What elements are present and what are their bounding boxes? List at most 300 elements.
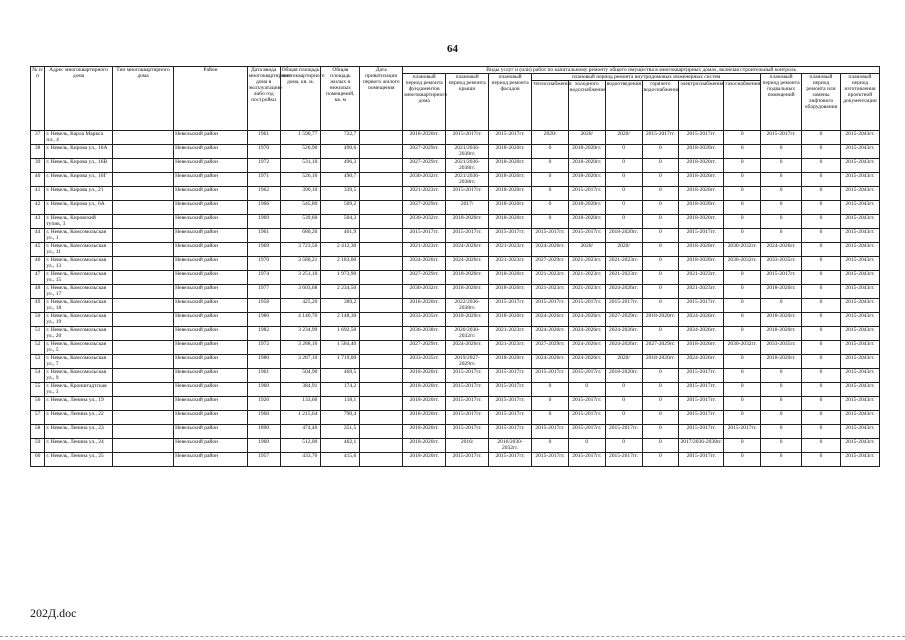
cell-priv-date [360, 439, 403, 453]
cell-type [112, 159, 173, 173]
cell-priv-date [360, 327, 403, 341]
cell-gas: 2030-2032гг. [724, 243, 761, 257]
cell-heat: 0 [532, 439, 569, 453]
cell-roof: 2024-2026гг. [446, 257, 489, 271]
cell-cold-water: 2018-2020гг. [568, 215, 605, 229]
cell-heat: 0 [532, 201, 569, 215]
cell-priv-date [360, 397, 403, 411]
cell-heat: 0 [532, 383, 569, 397]
cell-area-res: 496,3 [321, 159, 360, 173]
table-row [31, 397, 880, 411]
cell-facade: 2018-2020гг. [489, 215, 532, 229]
cell-electro: 2015-2017гг. [679, 397, 724, 411]
cell-facade: 2018-2020гг. [489, 355, 532, 369]
header-priv-date: Дата приватизации первого жилого помещения [360, 67, 403, 131]
cell-basement: 0 [761, 173, 802, 187]
cell-priv-date [360, 285, 403, 299]
cell-address: г. Невель, Ленина ул., 25 [45, 453, 112, 467]
cell-address: г. Невель, Кирова ул., 6А [45, 201, 112, 215]
cell-facade: 2018-2020гг. [489, 201, 532, 215]
table-row [31, 285, 880, 299]
cell-fund: 2018-2020гг. [403, 411, 446, 425]
cell-type [112, 327, 173, 341]
cell-electro: 2018-2020гг. [679, 257, 724, 271]
cell-district: Невельский район [174, 327, 248, 341]
cell-heat: 0 [532, 397, 569, 411]
cell-basement: 0 [761, 145, 802, 159]
cell-design: 2015-2043гг. [840, 411, 879, 425]
cell-gas: 0 [724, 453, 761, 467]
cell-facade: 2015-2017гг. [489, 369, 532, 383]
cell-type [112, 201, 173, 215]
cell-roof: 2015-2017гг. [446, 397, 489, 411]
cell-address: г. Невель, Ленина ул., 24 [45, 439, 112, 453]
cell-lift: 0 [802, 271, 841, 285]
cell-roof: 2022/2036-2038гг. [446, 299, 489, 313]
cell-type [112, 257, 173, 271]
cell-address: г. Невель, Комсомольская ул., 20 [45, 327, 112, 341]
cell-drain: 0 [605, 383, 642, 397]
header-num: № п/п [31, 67, 45, 131]
cell-type [112, 243, 173, 257]
cell-area-res: 490,7 [321, 173, 360, 187]
cell-drain: 2018-2020гг. [605, 369, 642, 383]
cell-type [112, 229, 173, 243]
cell-lift: 0 [802, 159, 841, 173]
cell-district: Невельский район [174, 145, 248, 159]
cell-basement: 0 [761, 425, 802, 439]
cell-electro: 2015-2017гг. [679, 299, 724, 313]
header-facade: плановый период ремонта фасадов [489, 74, 532, 131]
cell-year: 1890 [247, 425, 280, 439]
cell-priv-date [360, 145, 403, 159]
cell-priv-date [360, 355, 403, 369]
cell-hot-water: 2027-2029гг. [642, 341, 679, 355]
cell-fund: 2015-2017гг. [403, 229, 446, 243]
cell-gas: 0 [724, 327, 761, 341]
cell-roof: 2015-2017гг. [446, 187, 489, 201]
cell-year: 1972 [247, 341, 280, 355]
header-hot-water: горячего водоснабжения [642, 81, 679, 131]
capital-repair-table-sheet [30, 66, 880, 467]
cell-fund: 2018-2020гг. [403, 425, 446, 439]
cell-design: 2015-2043гг. [840, 173, 879, 187]
cell-type [112, 355, 173, 369]
cell-type [112, 299, 173, 313]
cell-num: 37 [31, 131, 45, 145]
cell-facade: 2015-2017гг. [489, 131, 532, 145]
cell-cold-water: 2018-2020гг. [568, 159, 605, 173]
cell-fund: 2027-2029гг. [403, 159, 446, 173]
cell-area-res: 2 183,00 [321, 257, 360, 271]
cell-fund: 2018-2020гг. [403, 397, 446, 411]
cell-cold-water: 2021-2023гг. [568, 285, 605, 299]
cell-lift: 0 [802, 187, 841, 201]
table-row [31, 369, 880, 383]
cell-roof: 2021/2036-2038гг. [446, 145, 489, 159]
cell-type [112, 425, 173, 439]
cell-num: 49 [31, 299, 45, 313]
cell-drain: 2021-2023гг. [605, 257, 642, 271]
cell-gas: 2030-2032гг. [724, 257, 761, 271]
cell-electro: 2024-2026гг. [679, 327, 724, 341]
cell-area-total: 4 146,70 [280, 313, 321, 327]
cell-roof: 2020/2030-2032гг. [446, 327, 489, 341]
cell-design: 2015-2043гг. [840, 355, 879, 369]
cell-basement: 2033-2035гг. [761, 257, 802, 271]
cell-basement: 0 [761, 201, 802, 215]
cell-roof: 2019/2027-2029гг. [446, 355, 489, 369]
cell-basement: 0 [761, 187, 802, 201]
cell-year: 1962 [247, 187, 280, 201]
cell-priv-date [360, 411, 403, 425]
cell-basement: 0 [761, 453, 802, 467]
cell-lift: 0 [802, 173, 841, 187]
cell-hot-water: 0 [642, 145, 679, 159]
cell-fund: 2027-2029гг. [403, 271, 446, 285]
cell-area-total: 1 590,77 [280, 131, 321, 145]
cell-priv-date [360, 173, 403, 187]
cell-lift: 0 [802, 341, 841, 355]
cell-area-total: 3 251,10 [280, 271, 321, 285]
cell-basement: 2015-2017гг. [761, 131, 802, 145]
cell-heat: 2027-2029гг. [532, 341, 569, 355]
cell-hot-water: 0 [642, 159, 679, 173]
cell-hot-water: 0 [642, 299, 679, 313]
cell-area-total: 474,40 [280, 425, 321, 439]
cell-design: 2015-2043гг. [840, 299, 879, 313]
cell-drain: 0 [605, 411, 642, 425]
cell-lift: 0 [802, 313, 841, 327]
cell-facade: 2015-2017гг. [489, 383, 532, 397]
cell-address: г. Невель, Комсомольская ул., 19 [45, 313, 112, 327]
cell-priv-date [360, 257, 403, 271]
cell-hot-water: 0 [642, 383, 679, 397]
cell-drain: 0 [605, 159, 642, 173]
cell-facade: 2018-2020гг. [489, 159, 532, 173]
cell-num: 55 [31, 383, 45, 397]
cell-design: 2015-2043гг. [840, 453, 879, 467]
cell-electro: 2024-2026гг. [679, 355, 724, 369]
cell-cold-water: 2015-2017гг. [568, 299, 605, 313]
cell-basement: 2018-2020гг. [761, 327, 802, 341]
cell-district: Невельский район [174, 173, 248, 187]
cell-basement: 2033-2035гг. [761, 341, 802, 355]
cell-fund: 2021-2023гг. [403, 243, 446, 257]
cell-gas: 0 [724, 145, 761, 159]
cell-heat: 2015-2017гг. [532, 369, 569, 383]
cell-area-total: 133,60 [280, 397, 321, 411]
cell-gas: 0 [724, 397, 761, 411]
cell-electro: 2021-2023гг. [679, 285, 724, 299]
cell-lift: 0 [802, 383, 841, 397]
cell-hot-water: 0 [642, 411, 679, 425]
footer-filename: 202Д.doc [30, 606, 77, 620]
cell-year: 1966 [247, 201, 280, 215]
cell-address: г. Невель, Комсомольская ул., 7 [45, 355, 112, 369]
cell-area-total: 531,10 [280, 159, 321, 173]
header-fund: плановый период ремонта фундаментов многоквартирного дома [403, 74, 446, 131]
cell-lift: 0 [802, 355, 841, 369]
cell-design: 2015-2043гг. [840, 271, 879, 285]
cell-electro: 2024-2026гг. [679, 313, 724, 327]
cell-year: 1970 [247, 257, 280, 271]
cell-area-total: 526,90 [280, 145, 321, 159]
cell-num: 57 [31, 411, 45, 425]
cell-num: 43 [31, 215, 45, 229]
cell-lift: 0 [802, 145, 841, 159]
cell-year: 1960 [247, 383, 280, 397]
cell-num: 38 [31, 145, 45, 159]
cell-district: Невельский район [174, 397, 248, 411]
cell-district: Невельский район [174, 453, 248, 467]
cell-hot-water: 0 [642, 173, 679, 187]
cell-num: 46 [31, 257, 45, 271]
cell-area-total: 539,60 [280, 215, 321, 229]
cell-roof: 2015-2017гг. [446, 453, 489, 467]
cell-cold-water: 2015-2017гг. [568, 187, 605, 201]
cell-cold-water: 2020/ [568, 243, 605, 257]
cell-fund: 2018-2020гг. [403, 299, 446, 313]
cell-type [112, 397, 173, 411]
header-heat: теплоснабжения [532, 81, 569, 131]
cell-design: 2015-2043гг. [840, 313, 879, 327]
cell-area-res: 469,5 [321, 369, 360, 383]
cell-cold-water: 2024-2026гг. [568, 327, 605, 341]
header-address: Адрес многоквартирного дома [45, 67, 112, 131]
cell-district: Невельский район [174, 411, 248, 425]
cell-year: 1969 [247, 243, 280, 257]
cell-drain: 0 [605, 215, 642, 229]
cell-area-res: 118,1 [321, 397, 360, 411]
cell-type [112, 411, 173, 425]
cell-design: 2015-2043гг. [840, 257, 879, 271]
cell-basement: 0 [761, 229, 802, 243]
cell-gas: 0 [724, 159, 761, 173]
cell-address: г. Невель, Комсомольская ул., 15 [45, 271, 112, 285]
cell-year: 1961 [247, 229, 280, 243]
cell-cold-water: 2015-2017гг. [568, 397, 605, 411]
cell-hot-water: 0 [642, 425, 679, 439]
cell-drain: 0 [605, 145, 642, 159]
cell-hot-water: 2018-2020гг. [642, 313, 679, 327]
cell-gas: 0 [724, 215, 761, 229]
cell-address: г. Невель, Комсомольская ул., 13 [45, 257, 112, 271]
cell-basement: 0 [761, 383, 802, 397]
cell-type [112, 369, 173, 383]
cell-year: 1970 [247, 145, 280, 159]
cell-drain: 0 [605, 201, 642, 215]
table-row [31, 187, 880, 201]
cell-year: 1920 [247, 397, 280, 411]
cell-drain: 0 [605, 397, 642, 411]
cell-gas: 0 [724, 131, 761, 145]
page-number: 64 [447, 43, 458, 55]
cell-design: 2015-2043гг. [840, 285, 879, 299]
cell-type [112, 145, 173, 159]
cell-area-res: 2 412,30 [321, 243, 360, 257]
header-lift: плановый период ремонта или замены лифтового оборудования [802, 74, 841, 131]
cell-heat: 2015-2017гг. [532, 425, 569, 439]
cell-roof: 2015-2017гг. [446, 369, 489, 383]
cell-area-res: 2 148,30 [321, 313, 360, 327]
cell-basement: 0 [761, 439, 802, 453]
cell-drain: 2015-2017гг. [605, 299, 642, 313]
cell-gas: 0 [724, 355, 761, 369]
cell-lift: 0 [802, 285, 841, 299]
table-row [31, 145, 880, 159]
table-row [31, 327, 880, 341]
cell-area-res: 401,9 [321, 229, 360, 243]
table-row [31, 341, 880, 355]
cell-fund: 2021-2023гг. [403, 187, 446, 201]
cell-fund: 2018-2020гг. [403, 439, 446, 453]
cell-num: 41 [31, 187, 45, 201]
cell-hot-water: 0 [642, 453, 679, 467]
cell-cold-water: 2020/ [568, 131, 605, 145]
cell-district: Невельский район [174, 439, 248, 453]
cell-roof: 2016/ [446, 439, 489, 453]
cell-facade: 2015-2017гг. [489, 453, 532, 467]
cell-district: Невельский район [174, 229, 248, 243]
cell-num: 47 [31, 271, 45, 285]
cell-lift: 0 [802, 131, 841, 145]
cell-cold-water: 2015-2017гг. [568, 453, 605, 467]
cell-heat: 2024-2026гг. [532, 313, 569, 327]
table-row [31, 355, 880, 369]
cell-drain: 2015-2017гг. [605, 425, 642, 439]
cell-district: Невельский район [174, 285, 248, 299]
cell-facade: 2018-2020гг. [489, 187, 532, 201]
cell-area-res: 1 692,50 [321, 327, 360, 341]
header-design: плановый период изготовления проектной документации [840, 74, 879, 131]
cell-lift: 0 [802, 229, 841, 243]
cell-drain: 2018-2020гг. [605, 229, 642, 243]
cell-fund: 2030-2032гг. [403, 285, 446, 299]
cell-fund: 2027-2029гг. [403, 145, 446, 159]
cell-heat: 2024-2026гг. [532, 355, 569, 369]
cell-district: Невельский район [174, 271, 248, 285]
cell-facade: 2021-2023гг. [489, 341, 532, 355]
cell-cold-water: 2021-2023гг. [568, 257, 605, 271]
cell-district: Невельский район [174, 369, 248, 383]
cell-area-res: 1 584,40 [321, 341, 360, 355]
cell-area-total: 545,80 [280, 201, 321, 215]
cell-gas: 0 [724, 439, 761, 453]
cell-num: 56 [31, 397, 45, 411]
cell-address: г. Невель, Кирова ул., 16Г [45, 173, 112, 187]
cell-area-total: 526,10 [280, 173, 321, 187]
cell-heat: 2015-2017гг. [532, 453, 569, 467]
cell-type [112, 453, 173, 467]
cell-priv-date [360, 271, 403, 285]
cell-cold-water: 2024-2026гг. [568, 341, 605, 355]
cell-year: 1961 [247, 131, 280, 145]
cell-address: г. Невель, Карла Маркса пл., 4 [45, 131, 112, 145]
cell-heat: 0 [532, 173, 569, 187]
cell-lift: 0 [802, 215, 841, 229]
cell-electro: 2015-2017гг. [679, 425, 724, 439]
cell-drain: 2015-2017гг. [605, 453, 642, 467]
cell-district: Невельский район [174, 313, 248, 327]
cell-year: 1977 [247, 285, 280, 299]
cell-roof: 2015-2017гг. [446, 229, 489, 243]
cell-num: 59 [31, 439, 45, 453]
cell-address: г. Невель, Кирова ул., 21 [45, 187, 112, 201]
cell-address: г. Невель, Ленина ул., 23 [45, 425, 112, 439]
cell-year: 1960 [247, 411, 280, 425]
cell-area-total: 3 288,10 [280, 341, 321, 355]
cell-cold-water: 2024-2026гг. [568, 355, 605, 369]
table-row [31, 313, 880, 327]
cell-electro: 2018-2020гг. [679, 201, 724, 215]
cell-area-total: 425,20 [280, 299, 321, 313]
cell-gas: 0 [724, 187, 761, 201]
cell-lift: 0 [802, 397, 841, 411]
cell-design: 2015-2043гг. [840, 201, 879, 215]
cell-fund: 2033-2035гг. [403, 355, 446, 369]
cell-year: 1958 [247, 299, 280, 313]
cell-drain: 0 [605, 173, 642, 187]
cell-hot-water: 0 [642, 327, 679, 341]
cell-area-res: 504,3 [321, 215, 360, 229]
cell-year: 1972 [247, 159, 280, 173]
cell-basement: 0 [761, 215, 802, 229]
cell-priv-date [360, 341, 403, 355]
cell-drain: 0 [605, 187, 642, 201]
cell-area-total: 433,70 [280, 453, 321, 467]
cell-fund: 2027-2029гг. [403, 341, 446, 355]
cell-num: 50 [31, 313, 45, 327]
cell-basement: 2015-2017гг. [761, 271, 802, 285]
cell-area-res: 2 234,50 [321, 285, 360, 299]
cell-fund: 2018-2020гг. [403, 383, 446, 397]
cell-num: 44 [31, 229, 45, 243]
cell-electro: 2017/2036-2038гг. [679, 439, 724, 453]
cell-district: Невельский район [174, 299, 248, 313]
cell-year: 1980 [247, 313, 280, 327]
cell-priv-date [360, 425, 403, 439]
cell-design: 2015-2043гг. [840, 229, 879, 243]
cell-cold-water: 0 [568, 383, 605, 397]
cell-roof: 2024-2026гг. [446, 341, 489, 355]
cell-priv-date [360, 313, 403, 327]
cell-gas: 2015-2017гг. [724, 425, 761, 439]
cell-fund: 2018-2020гг. [403, 131, 446, 145]
cell-heat: 2020/ [532, 131, 569, 145]
cell-hot-water: 0 [642, 439, 679, 453]
cell-facade: 2018-2020гг. [489, 313, 532, 327]
cell-drain: 2024-2026гг. [605, 285, 642, 299]
cell-heat: 0 [532, 145, 569, 159]
cell-basement: 2018-2020гг. [761, 285, 802, 299]
cell-cold-water: 0 [568, 439, 605, 453]
cell-district: Невельский район [174, 215, 248, 229]
cell-priv-date [360, 131, 403, 145]
cell-drain: 0 [605, 439, 642, 453]
cell-facade: 2015-2017гг. [489, 299, 532, 313]
cell-facade: 2021-2023гг. [489, 243, 532, 257]
cell-address: г. Невель, Ленина ул., 19 [45, 397, 112, 411]
cell-electro: 2018-2020гг. [679, 173, 724, 187]
cell-hot-water: 2015-2017гг. [642, 131, 679, 145]
cell-basement: 0 [761, 411, 802, 425]
cell-year: 1960 [247, 439, 280, 453]
table-row [31, 173, 880, 187]
cell-design: 2015-2043гг. [840, 131, 879, 145]
cell-basement: 2018-2020гг. [761, 355, 802, 369]
cell-electro: 2018-2020гг. [679, 215, 724, 229]
